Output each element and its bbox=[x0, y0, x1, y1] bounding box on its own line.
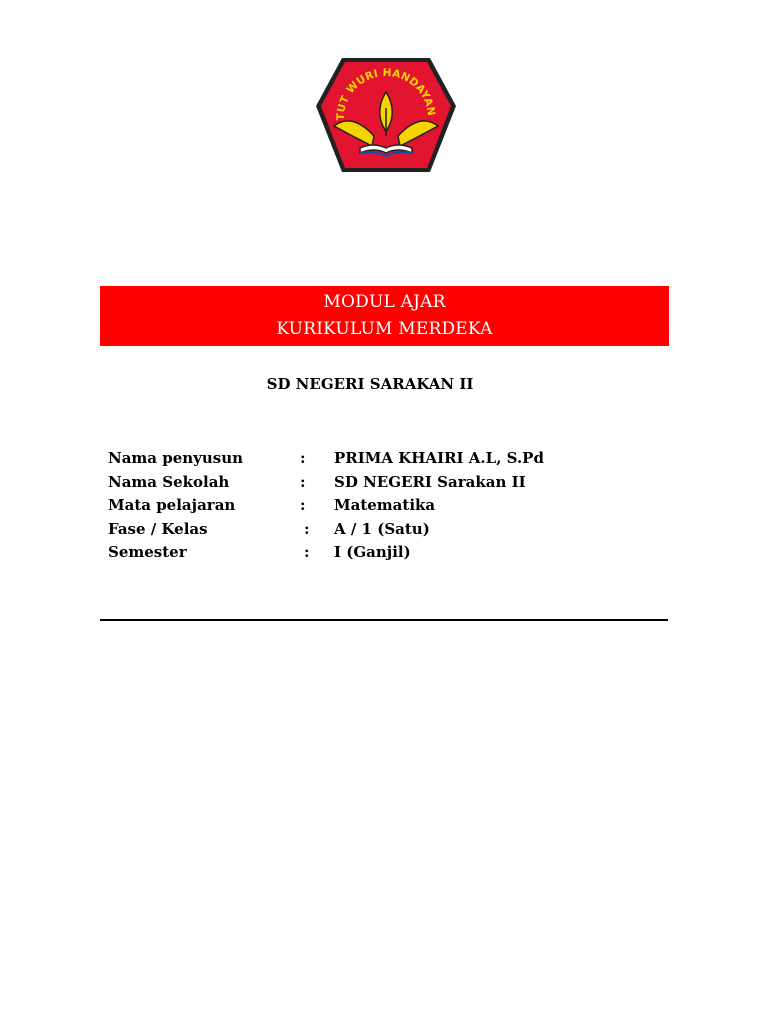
horizontal-rule bbox=[100, 619, 668, 621]
info-value: SD NEGERI Sarakan II bbox=[334, 472, 526, 491]
school-name: SD NEGERI SARAKAN II bbox=[266, 375, 474, 393]
info-value: PRIMA KHAIRI A.L, S.Pd bbox=[334, 449, 544, 467]
info-row-fase-kelas bbox=[108, 520, 668, 544]
info-table bbox=[108, 449, 668, 567]
info-row-semester bbox=[108, 543, 668, 567]
info-row-mata-pelajaran bbox=[108, 496, 668, 520]
info-value: A / 1 (Satu) bbox=[334, 519, 430, 538]
svg-text:TUT WURI HANDAYANI: TUT WURI HANDAYAN bbox=[334, 66, 438, 121]
info-colon: : bbox=[304, 543, 310, 561]
info-colon: : bbox=[304, 519, 310, 538]
title-line-2: KURIKULUM MERDEKA bbox=[276, 319, 493, 339]
info-label: Mata pelajaran bbox=[108, 496, 236, 514]
info-value: I (Ganjil) bbox=[334, 543, 411, 561]
info-value: Matematika bbox=[334, 496, 436, 514]
info-row-nama-sekolah bbox=[108, 473, 668, 497]
info-label: Fase / Kelas bbox=[108, 519, 208, 538]
info-label: Nama Sekolah bbox=[108, 472, 230, 491]
tut-wuri-handayani-logo bbox=[314, 52, 458, 176]
title-banner bbox=[100, 286, 669, 346]
info-label: Semester bbox=[108, 543, 187, 561]
info-label: Nama penyusun bbox=[108, 449, 244, 467]
info-colon: : bbox=[300, 449, 306, 467]
emblem-icon bbox=[314, 52, 458, 176]
title-line-1: MODUL AJAR bbox=[323, 292, 446, 312]
info-colon: : bbox=[300, 496, 306, 514]
info-colon: : bbox=[300, 472, 306, 491]
info-row-nama-penyusun bbox=[108, 449, 668, 473]
